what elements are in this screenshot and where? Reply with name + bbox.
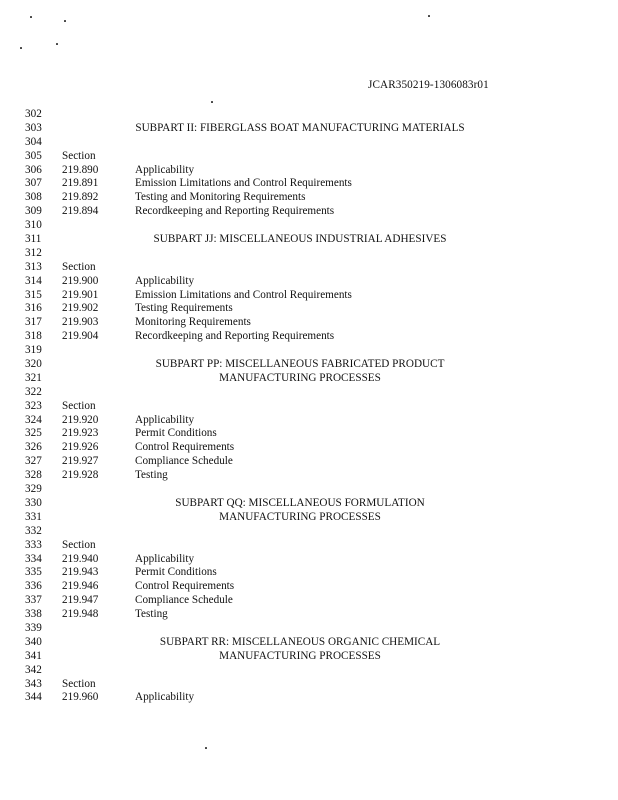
subpart-heading: SUBPART II: FIBERGLASS BOAT MANUFACTURING MATERIALS xyxy=(135,121,465,134)
line-number: 334 xyxy=(25,552,42,565)
line-344 xyxy=(0,691,618,705)
section-number: 219.894 xyxy=(62,205,99,218)
section-number: 219.923 xyxy=(62,427,99,440)
line-304 xyxy=(0,136,618,150)
section-title: Testing xyxy=(135,608,168,621)
line-number: 308 xyxy=(25,191,42,204)
section-number: 219.920 xyxy=(62,413,99,426)
line-number: 326 xyxy=(25,441,42,454)
subpart-heading: MANUFACTURING PROCESSES xyxy=(219,649,381,662)
section-title: Compliance Schedule xyxy=(135,594,233,607)
line-number: 340 xyxy=(25,635,42,648)
line-324 xyxy=(0,414,618,428)
section-label: Section xyxy=(62,677,96,690)
section-label: Section xyxy=(62,260,96,273)
line-number: 337 xyxy=(25,594,42,607)
section-title: Recordkeeping and Reporting Requirements xyxy=(135,205,335,218)
section-number: 219.947 xyxy=(62,594,99,607)
line-number: 307 xyxy=(25,177,42,190)
line-number: 318 xyxy=(25,330,42,343)
line-340 xyxy=(0,636,618,650)
section-title: Testing xyxy=(135,469,168,482)
line-number: 341 xyxy=(25,649,42,662)
section-title: Applicability xyxy=(135,413,195,426)
line-305 xyxy=(0,150,618,164)
line-317 xyxy=(0,316,618,330)
line-328 xyxy=(0,469,618,483)
line-number: 312 xyxy=(25,246,42,259)
section-title: Applicability xyxy=(135,274,195,287)
subpart-heading: MANUFACTURING PROCESSES xyxy=(219,371,381,384)
scan-speck xyxy=(428,15,430,17)
line-326 xyxy=(0,441,618,455)
section-number: 219.940 xyxy=(62,552,99,565)
line-number: 342 xyxy=(25,663,42,676)
line-336 xyxy=(0,580,618,594)
line-number: 321 xyxy=(25,371,42,384)
line-number: 309 xyxy=(25,205,42,218)
line-312 xyxy=(0,247,618,261)
section-number: 219.928 xyxy=(62,469,99,482)
line-322 xyxy=(0,386,618,400)
section-number: 219.902 xyxy=(62,302,99,315)
line-number: 324 xyxy=(25,413,42,426)
section-title: Testing and Monitoring Requirements xyxy=(135,191,306,204)
line-number: 303 xyxy=(25,121,42,134)
line-329 xyxy=(0,483,618,497)
line-309 xyxy=(0,205,618,219)
line-number: 331 xyxy=(25,510,42,523)
section-number: 219.890 xyxy=(62,163,99,176)
section-title: Control Requirements xyxy=(135,580,235,593)
line-341 xyxy=(0,650,618,664)
line-number: 314 xyxy=(25,274,42,287)
line-303 xyxy=(0,122,618,136)
line-334 xyxy=(0,553,618,567)
section-title: Applicability xyxy=(135,552,195,565)
line-number: 339 xyxy=(25,621,42,634)
line-321 xyxy=(0,372,618,386)
line-number: 316 xyxy=(25,302,42,315)
section-title: Recordkeeping and Reporting Requirements xyxy=(135,330,335,343)
section-title: Testing Requirements xyxy=(135,302,233,315)
line-number: 333 xyxy=(25,538,42,551)
section-label: Section xyxy=(62,399,96,412)
section-number: 219.948 xyxy=(62,608,99,621)
line-number: 327 xyxy=(25,455,42,468)
section-number: 219.943 xyxy=(62,566,99,579)
line-323 xyxy=(0,400,618,414)
line-number: 322 xyxy=(25,385,42,398)
line-325 xyxy=(0,427,618,441)
line-343 xyxy=(0,678,618,692)
line-306 xyxy=(0,164,618,178)
line-313 xyxy=(0,261,618,275)
line-number: 338 xyxy=(25,608,42,621)
line-310 xyxy=(0,219,618,233)
line-308 xyxy=(0,191,618,205)
subpart-heading: SUBPART RR: MISCELLANEOUS ORGANIC CHEMICAL xyxy=(159,635,441,648)
section-number: 219.900 xyxy=(62,274,99,287)
line-327 xyxy=(0,455,618,469)
section-number: 219.892 xyxy=(62,191,99,204)
line-number: 332 xyxy=(25,524,42,537)
section-number: 219.960 xyxy=(62,691,99,704)
section-title: Applicability xyxy=(135,691,195,704)
section-title: Emission Limitations and Control Requirements xyxy=(135,177,352,190)
line-332 xyxy=(0,525,618,539)
subpart-heading: SUBPART QQ: MISCELLANEOUS FORMULATION xyxy=(175,496,425,509)
line-315 xyxy=(0,289,618,303)
line-number: 323 xyxy=(25,399,42,412)
section-label: Section xyxy=(62,149,96,162)
scan-speck xyxy=(205,747,207,749)
scan-speck xyxy=(20,47,22,49)
line-335 xyxy=(0,566,618,580)
line-316 xyxy=(0,302,618,316)
line-307 xyxy=(0,177,618,191)
line-number: 310 xyxy=(25,219,42,232)
line-number: 311 xyxy=(25,233,42,246)
section-number: 219.904 xyxy=(62,330,99,343)
subpart-heading: SUBPART JJ: MISCELLANEOUS INDUSTRIAL ADHESIVES xyxy=(153,233,447,246)
section-title: Compliance Schedule xyxy=(135,455,233,468)
line-333 xyxy=(0,539,618,553)
section-number: 219.903 xyxy=(62,316,99,329)
line-331 xyxy=(0,511,618,525)
line-342 xyxy=(0,664,618,678)
scan-speck xyxy=(30,16,32,18)
line-302 xyxy=(0,108,618,122)
line-319 xyxy=(0,344,618,358)
line-number: 319 xyxy=(25,344,42,357)
document-id: JCAR350219-1306083r01 xyxy=(368,79,489,91)
section-title: Monitoring Requirements xyxy=(135,316,251,329)
line-number: 343 xyxy=(25,677,42,690)
section-title: Applicability xyxy=(135,163,195,176)
section-number: 219.927 xyxy=(62,455,99,468)
line-number: 328 xyxy=(25,469,42,482)
line-number: 315 xyxy=(25,288,42,301)
line-number: 329 xyxy=(25,483,42,496)
line-338 xyxy=(0,608,618,622)
section-title: Permit Conditions xyxy=(135,427,217,440)
section-number: 219.891 xyxy=(62,177,99,190)
section-number: 219.901 xyxy=(62,288,99,301)
section-title: Emission Limitations and Control Requirements xyxy=(135,288,352,301)
line-number: 313 xyxy=(25,260,42,273)
line-318 xyxy=(0,330,618,344)
subpart-heading: MANUFACTURING PROCESSES xyxy=(219,510,381,523)
subpart-heading: SUBPART PP: MISCELLANEOUS FABRICATED PRODUCT xyxy=(155,358,445,371)
line-330 xyxy=(0,497,618,511)
scan-speck xyxy=(64,20,66,22)
section-title: Permit Conditions xyxy=(135,566,217,579)
section-label: Section xyxy=(62,538,96,551)
line-number: 325 xyxy=(25,427,42,440)
line-number: 302 xyxy=(25,108,42,120)
line-number: 330 xyxy=(25,496,42,509)
line-number: 304 xyxy=(25,135,42,148)
line-320 xyxy=(0,358,618,372)
line-number: 320 xyxy=(25,358,42,371)
section-number: 219.926 xyxy=(62,441,99,454)
scan-speck xyxy=(211,101,213,103)
line-339 xyxy=(0,622,618,636)
section-title: Control Requirements xyxy=(135,441,235,454)
line-number: 305 xyxy=(25,149,42,162)
line-311 xyxy=(0,233,618,247)
line-number: 306 xyxy=(25,163,42,176)
line-number: 344 xyxy=(25,691,42,704)
line-number: 335 xyxy=(25,566,42,579)
scan-speck xyxy=(56,43,58,45)
line-314 xyxy=(0,275,618,289)
line-number: 336 xyxy=(25,580,42,593)
numbered-lines xyxy=(0,108,618,705)
line-number: 317 xyxy=(25,316,42,329)
line-337 xyxy=(0,594,618,608)
section-number: 219.946 xyxy=(62,580,99,593)
